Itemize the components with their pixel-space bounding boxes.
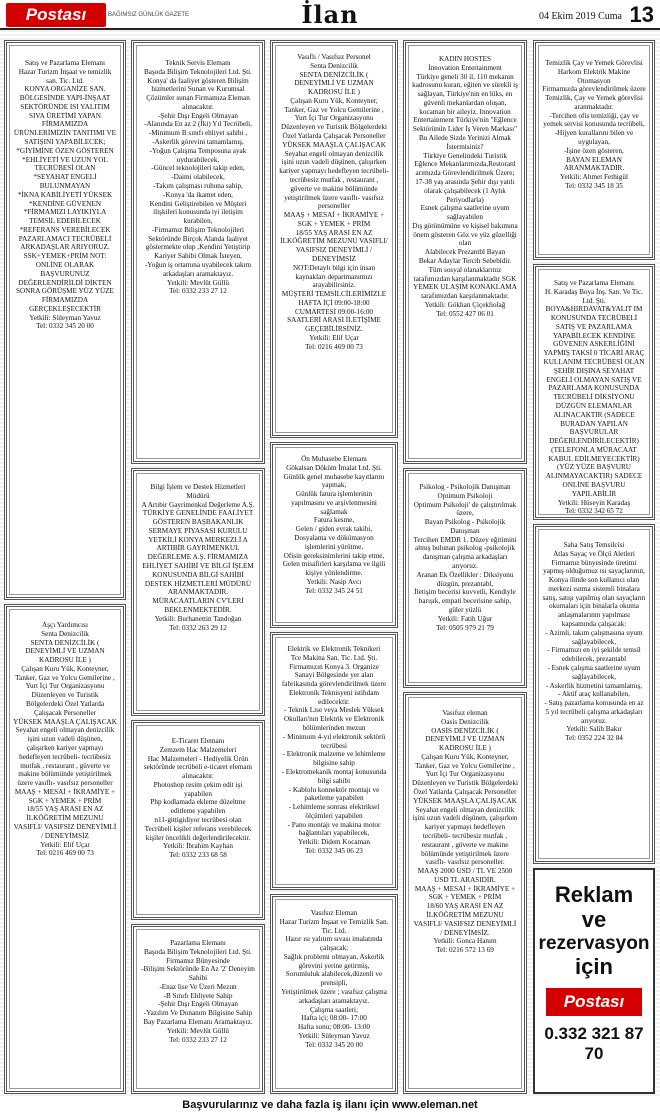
ad-text: Pazarlama Elemanı Başoda Bilişim Teknolojileri Ltd. Şti. Firmamız Bünyesinde -Bilişim Sektöründe En Az '2' Deneyim Sahibi -Enaz lise Ve Üzeri Mezun -B Sınıfı Ehliyete Sahip -Şehir Dışı Engeli Olmayan -Yazılım Ve Donanım Bilgisine Sahip Bay Pazarlama Elemanı Aramaktayız. Yetkili: Mevlüt Güllü Tel: 0332 233 27 12 xyxy=(141,939,255,1044)
promo-line: Reklam xyxy=(554,882,634,907)
masthead xyxy=(0,0,660,30)
job-ad-tech-service xyxy=(131,40,265,464)
ad-text: KADIN HOSTES İnnovation Entertainment Türkiye geneli 30 il, 110 mekanın kadrosunu kuran, eğiten ve sürekli iş sağlayan, Türkiye'nin en lüks, en güvenli mekanlardan oluşan, kocaman bir aileyiz. Innovation Entertainment Türkiye'nin "Eğlence Sektörünün Lider İş Veren Markası" Bu Ailede Sizde Yerinizi Almak İstermisiniz? Türkiye Genelindeki Turistik Eğlence Mekanlarımızda,Restoranl arımızda Görevlendirilmek Üzere; 17-38 yaş arasında Şehir dışı yatılı olarak çalışabilecek (1 Aylık Periyodlarla) Esnek çalışma saatlerine uyum sağlayabilen Dış görünümüne ve kişisel bakımına önem gösteren Göz ve yüz güzelliği olan Alabilecek Prezantbl Bayan Bekar Adaylar Tercih Sebebidir. Tüm sosyal olanaklarınız tarafımızdan karşılanmaktadır SGK YEMEK ULAŞIM KONAKLAMA tarafımızdan karşılanmaktadır. Yetkili: Gökhan Çiçekliolağ Tel: 0552 427 06 01 xyxy=(412,55,518,318)
ad-text: Bilgi İşlem ve Destek Hizmetleri Müdürü A Artıbir Gayrimenkul Değerleme A.Ş. TÜRKİYE GENELİNDE FAALİYET GÖSTEREN BAŞBAKANLIK SERMAYE PİYASASI KURULU YETKİLİ KONYA MERKEZLİ A ARTIBİR GAYRİMENKUL DEĞERLEME A.Ş. FİRMAMIZA EHLİYET SAHİBİ VE BİLGİ İŞLEM KONUSUNDA BİLGİ SAHİBİ DESTEK HİZMETLERİ MÜDÜRÜ ARANMAKTADIR. MÜRACAATLARIN CV'LERİ BEKLENMEKTEDİR. Yetkili: Burhanettin Tandoğan Tel: 0332 263 29 12 xyxy=(141,483,255,632)
ad-text: Vasıfsız Eleman Hazar Turizm İnşaat ve Temizlik San. Tic. Ltd. Hazır ısı yalıtım sıvası imalatında çalışacak; Sağlık problemi olmayan, Askerlik görevini yerine getirmiş, Sorumluluk alabilecek,düzenli ve prensipli, Yetiştirilmek üzere ; vasıfsız çalışma arkadaşları aramaktayız. Çalışma saatleri; Hafta içi; 08:00- 17:00 Hafta sonu; 08:00- 13:00 Yetkili: Süleyman Yavuz Tel: 0332 345 20 00 xyxy=(279,909,389,1049)
job-ad-field-sales xyxy=(533,524,655,864)
job-ad-paint-sales xyxy=(533,264,655,520)
ad-text: Satış ve Pazarlama Elemanı H. Karadaş Boya İnş. San. Ve Tic. Ltd. Şti. BOYA&HIRDAVAT&YALIT IM KONUSUNDA TECRÜBELİ SATIŞ VE PAZARLAMA YAPABİLECEK KENDİNE GÜVENEN ASKERLİĞİNİ YAPMIŞ TAKSİ 0 TİCARİ ARAÇ KULLANIM TECRÜBESİ OLAN ŞEHİR DIŞINA SEYAHAT ENGELİ OLMAYAN SATIŞ VE PAZARLAMA KONUSUNDA TECRÜBELİ DİKSİYONU DÜZGÜN ELEMANLAR ALINACAKTIR (SADECE BURADAN YAPILAN BAŞVURULAR DEĞERLENDİRİLECEKTİR) (TELEFONLA MÜRACAAT KABUL EDİLMEYECEKTİR) (YÜZ YÜZE BAŞVURU ALINMAYACAKTIR) SADECE ONLİNE BAŞVURU YAPILABİLİR Yetkili: Hüseyin Karadaş Tel: 0332 342 65 72 xyxy=(543,279,645,516)
promo-line: ve xyxy=(581,907,607,933)
promo-line: rezervasyon xyxy=(538,932,650,954)
section-title: İlan xyxy=(301,0,359,29)
ad-text: Vasıfsız eleman Oasis Denizcilik OASİS DENİZCİLİK ( DENEYİMLİ VE UZMAN KADROSU İLE ) Çalışan Kuru Yük, Konteyner, Tanker, Gaz ve Yolcu Gemilerine , Yurt İçi Tur Organizasyonu Düzenleyen ve Turistik Bölgelerdeki Özel Yatlarda Çalışacak Personeller YÜKSEK MAAŞLA ÇALIŞACAK Seyahat engeli olmayan denizcilik işini uzun vadeli düşünen, çalışırken kariyer yapmayı hedefleyen tecrübeli- tecrübesiz mutfak , restaurant , güverte ve makine bölümünde yetiştirilmek üzere vasıflı- vasıfsız personeller. MAAŞ 2000 USD / TL VE 2500 USD TL ARASIDIR. MAAŞ + MESAİ + İKRAMİYE + SGK + YEMEK + PRİM 18/60 YAŞ ARASI EN AZ İLKÖĞRETİM MEZUNU VASIFLI/ VASIFSIZ DENEYİMLİ / DENEYİMSİZ. Yetkili: Gonca Hanım Tel: 0216 572 13 69 xyxy=(412,709,518,955)
ad-text: Temizlik Çay ve Yemek Görevlisi Harkom Elektrik Makine Otomasyon Firmamızda görevlendirilmek üzere Temizlik, Çay ve Yemek görevlisi aranmaktadır. -Tercihen ofis temizliği, çay ve yemek servisi konusunda tecrübeli, -Hijyen kurallarını bilen ve uygulayan, -İşine özen gösteren, BAYAN ELEMAN ARANMAKTADIR. Yetkili: Ahmet Fethigül Tel: 0332 345 18 35 xyxy=(542,59,646,190)
ad-text: Vasıflı / Vasıfsız Personel Senta Denizcilik SENTA DENİZCİLİK ( DENEYİMLİ VE UZMAN KADROSU İLE ) Çalışan Kuru Yük, Konteyner, Tanker, Gaz ve Yolcu Gemilerine , Yurt İçi Tur Organizasyonu Düzenleyen ve Turistik Bölgelerdeki Özel Yatlarda Çalışacak Personeller YÜKSEK MAAŞLA ÇALIŞACAK Seyahat engeli olmayan denizcilik işini uzun vadeli düşünen, çalışırken kariyer yapmayı hedefleyen tecrübeli- tecrübesiz mutfak , restaurant , güverte ve makine bölümünde yetiştirilmek üzere vasıflı- vasıfsız personeller MAAŞ + MESAİ + İKRAMİYE + SGK + YEMEK + PRİM 18/55 YAŞ ARASI EN AZ İLKÖĞRETİM MEZUNU VASIFLI/ VASIFSIZ DENEYİMLİ / DENEYİMSİZ NOT:Detaylı bilgi için insan kaynakları departmanımızı arayabilirsiniz. MÜŞTERİ TEMSİLCİLERİMİZLE HAFTA İÇİ 09:00-18:00 CUMARTESİ 09:00-16:00 SAATLERİ ARASI İLETİŞİME GEÇEBİLİRSİNİZ. Yetkili: Elif Uçar Tel: 0216 469 00 73 xyxy=(279,53,389,351)
job-ad-oasis xyxy=(403,692,527,1094)
ad-text: Ön Muhasebe Elemanı Gökalsan Döküm İmalat Ltd. Şti. Günlük genel muhasebe kayıtlarını yapmak, Günlük fatura işlemlerinin yapılmasını ve arşivlenmesini sağlamak Fatura kesme, Gelen / giden evrak takibi, Dosyalama ve dökümasyon işlemlerini yürütme, Ofisin gereksinimlerini takip etme, Gelen misafirleri karşılama ve ilgili kişiye yönlendirme. Yetkili: Nasip Avcı Tel: 0332 345 24 51 xyxy=(282,455,386,595)
job-ad-cleaning xyxy=(533,40,655,260)
job-ad-cook-assistant xyxy=(4,604,126,1094)
job-ad-sales-hazar xyxy=(4,40,126,600)
job-ad-marketing xyxy=(131,924,265,1094)
job-ad-unskilled-hazar xyxy=(270,894,398,1094)
ad-text: Satış ve Pazarlama Elemanı Hazar Turizm İnşaat ve temizlik san. Tic. Ltd. KONYA ORGANİZE SAN. BÖLGESİNDE YAPI-İNŞAAT SEKTÖRÜNDE ISI YALITIM SIVA ÜRETİMİ YAPAN FİRMAMIZDA ÜRÜNLERİMİZİN TANITIMI VE SATIŞINI YAPABİLECEK; *GİYİMİNE ÖZEN GÖSTEREN *EHLİYETİ VE UZUN YOL TECRÜBESİ OLAN *SEYAHAT ENGELİ BULUNMAYAN *İKNA KABİLİYETİ YÜKSEK *KENDİNE GÜVENEN *FİRMAMIZI LAYIKIYLA TEMSİL EDEBİLECEK *REFERANS VEREBİLECEK PAZARLAMACI TECRÜBELİ ARKADAŞLAR ARIYORUZ. SSK+YEMEK+PRİM NOT: ONLİNE OLARAK BAŞVURUNUZ DEĞERLENDİRİLDİ DİKTEN SONRA GÖRÜŞME YÜZ YÜZE FİRMAMIZDA GERÇEKLEŞECEKTİR Yetkili: Süleyman Yavuz Tel: 0332 345 20 00 xyxy=(13,59,117,331)
ad-text: Teknik Servis Elemanı Başoda Bilişim Teknolojileri Ltd. Şti. Konya' da faaliyet gösteren Bilişim hizmetlerini Sunan ve Kurumsal Çözümler sunan Firmamıza Eleman alınacaktır. -Şehir Dışı Engeli Olmayan -Alanında En az 2 (İki) Yıl Tecrübeli, -Minimum B sınıfı ehliyet sahibi , -Askerlik görevini tamamlamış, -Yoğun Çalışma Temposuna ayak uydurabilecek, -Güncel teknolojileri takip eden, -Daimi olabilecek, -Takım çalışması ruhuna sahip, -Konya 'da ikamet eden, Kendini Geliştirebilen ve Müşteri ilişkileri konusunda iyi iletişim kurabilen, -Firmamız Bilişim Teknolojileri Sektöründe Birçok Alanda faaliyet göstermekte olup ,Kendini Yetiştirip Kariyer Sahibi Olmak İsteyen, -Yoğun iş ortamına uyabilecek takım arkadaşları aramaktayız. Yetkili: Mevlüt Güllü Tel: 0332 233 27 12 xyxy=(144,59,252,296)
job-ad-ecommerce xyxy=(131,720,265,920)
promo-phone[interactable]: 0.332 321 87 70 xyxy=(544,1023,644,1063)
promo-logo: Postası xyxy=(546,988,642,1016)
job-ad-senta-personnel xyxy=(270,40,398,438)
promo-line: için xyxy=(575,954,613,980)
ad-text: Saha Satış Temsilcisi Atlas Sayaç ve Ölçü Aletleri Firmamız bünyesinde üretimi yapmış olduğumuz ısı sayaçlarının, Konya ilinde son kullanıcı olan merkezi ısıtma sistemli binalara satış, satışı yapılmış olan sayaçların okumaları için binalarla okuma anlaşmalarının yapılması kapsamında çalışacak: - Azimli, takım çalışmasına uyum sağlayabilecek, - Firmamızı en iyi şekilde temsil edebilecek, prezantabl - Esnek çalışma saatlerine uyum sağlayabilecek, - Askerlik hizmetini tamamlamış, - Aktif araç kullanabilen, - Satış pazarlama konusunda en az 5 yıl tecrübeli çalışma arkadaşları arıyoruz. Yetkili: Salih Bakır Tel: 0352 224 32 84 xyxy=(542,541,646,743)
job-ad-hostess xyxy=(403,40,527,464)
newspaper-logo[interactable]: Postası xyxy=(6,3,106,27)
page-number: 13 xyxy=(629,2,654,27)
job-ad-it-manager xyxy=(131,468,265,716)
job-ad-psychologist xyxy=(403,468,527,688)
logo-tagline: BAĞIMSIZ GÜNLÜK GAZETE xyxy=(108,12,190,18)
ad-text: Psikolog - Psikolojik Danışman Optimum Psikoloji Optimum Psikoloji' de çalıştırılmak üzere, Bayan Psikolog - Psikolojik Danışman Tercihen EMDR 1. Düzey eğitimini almış bulunan psikolog -psikolojik danışman çalışma arkadaşları arıyoruz. Aranan Ek Özellikler : Diksiyonu düzgün, prezantabl, İletişim becerisi kuvvetli, Kendiyle barışık, empati becerisine sahip, güler yüzlü Yetkili: Fatih Uğur Tel: 0505 979 21 79 xyxy=(413,483,517,632)
footer-banner[interactable]: Başvurularınız ve daha fazla iş ilanı için www.eleman.net xyxy=(182,1099,478,1111)
ad-text: Aşçı Yardımcısı Senta Denizcilik SENTA DENİZCİLİK ( DENEYİMLİ VE UZMAN KADROSU İLE ) Çalışan Kuru Yük, Konteyner, Tanker, Gaz ve Yolcu Gemilerine , Yurt İçi Tur Organizasyonu Düzenleyen ve Turistik Bölgelerdeki Özel Yatlarda Çalışacak Personeller YÜKSEK MAAŞLA ÇALIŞACAK Seyahat engeli olmayan denizcilik işini uzun vadeli düşünen, çalışırken kariyer yapmayı hedefleyen tecrübeli- tecrübesiz mutfak , restaurant , güverte ve makine bölümünde yetiştirilmek üzere vasıflı- vasıfsız personeller MAAŞ + MESAİ + İKRAMİYE + SGK + YEMEK + PRİM 18/55 YAŞ ARASI EN AZ İLKÖĞRETİM MEZUNU VASIFLI/ VASIFSIZ DENEYİMLİ / DENEYİMSİZ Yetkili: Elif Uçar Tel: 0216 469 00 73 xyxy=(13,621,117,858)
ad-text: E-Ticaret Elemanı Zemzem Hac Malzemeleri Hac Malzemeleri - Hediyelik Ürün sektöründe tecrübeli e-ticaret elemanı alınacaktır. Photoshop resim çekim edit işi yapabilen Php kodlamada ekleme düzeltme editleme yapabilen n11-gittigidiyor tecrübesi olan Tecrübeli kişiler referans verebilecek kişiler öncelikli değerlendirilecektir. Yetkili: İbrahim Kayhan Tel: 0332 233 68 58 xyxy=(143,737,253,860)
job-ad-accounting xyxy=(270,442,398,628)
job-ad-electronics xyxy=(270,632,398,890)
issue-date: 04 Ekim 2019 Cuma xyxy=(538,11,622,22)
ad-text: Elektrik ve Elektronik Teknikeri Tce Makina San. Tic. Ltd. Şti. Firmamızın Konya 3. Organize Sanayi Bölgesinde yer alan fabrikasında görevlendirilmek üzere Elektronik Teknisyeni istihdam edilecektir. - Teknik Lise veya Meslek Yüksek Okulları'nın Elektrik ve Elektronik bölümlerinden mezun - Minimum 4-yıl elektronik sektörü tecrübesi - Elektronik malzeme ve lehimleme bilgisine sahip - Elektromekanik montaj konusunda bilgi sahibi - Kablolu konnektör montajı ve paketleme yapabilen - Lehimleme sonrası elektriksel ölçümleri yapabilen - Pano montajı ve makina motor bağlantıları yapabilecek, Yetkili: Didem Kocaman Tel: 0332 345 06 23 xyxy=(281,645,387,855)
advertising-promo xyxy=(533,868,655,1094)
